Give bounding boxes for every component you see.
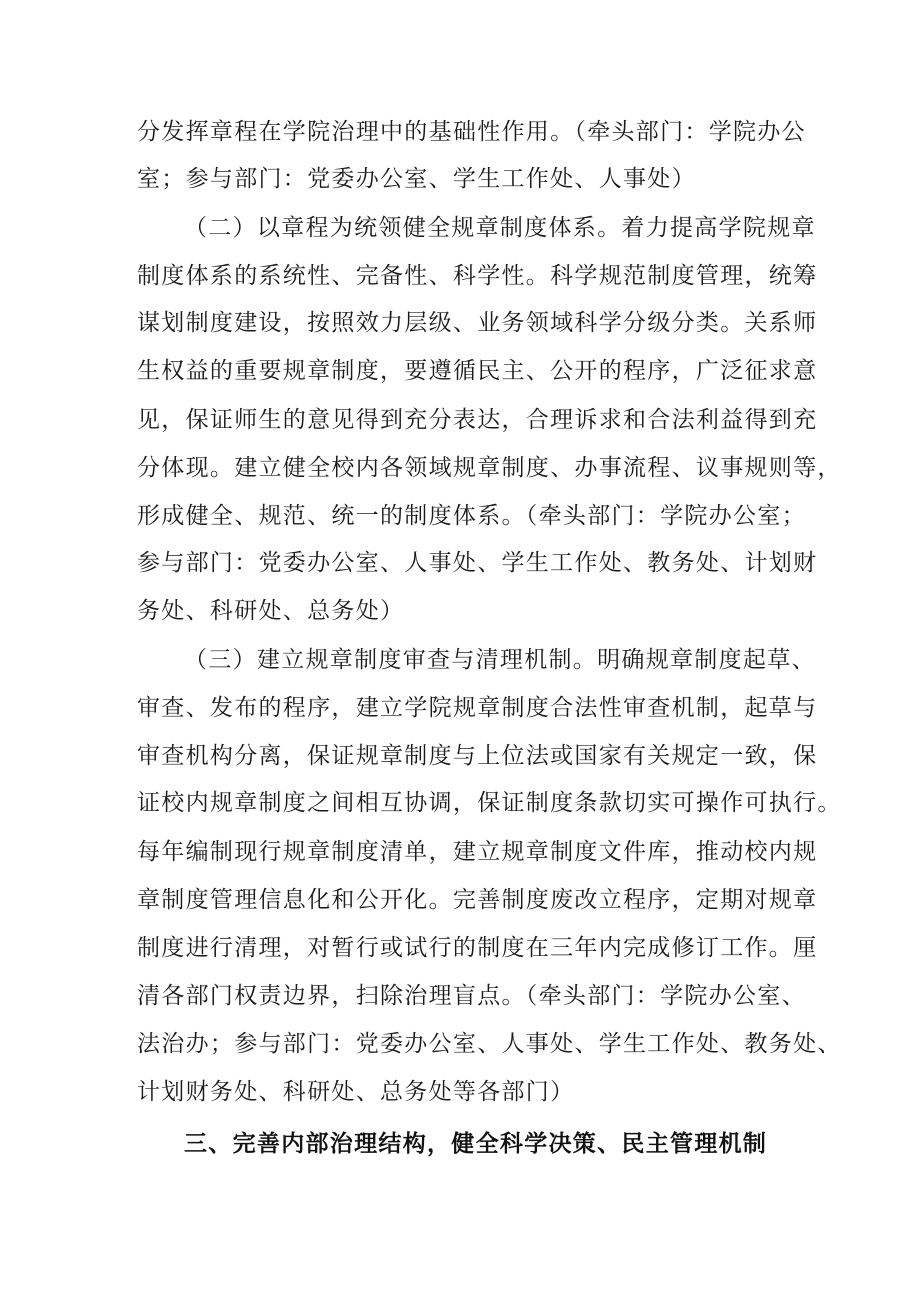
- paragraph-2-line-4: 生权益的重要规章制度，要遵循民主、公开的程序，广泛征求意: [137, 358, 818, 384]
- paragraph-2-line-5: 见，保证师生的意见得到充分表达，合理诉求和合法利益得到充: [137, 407, 818, 433]
- paragraph-1-line-2: 室；参与部门：党委办公室、学生工作处、人事处）: [137, 166, 696, 192]
- paragraph-3-line-5: 每年编制现行规章制度清单，建立规章制度文件库，推动校内规: [137, 839, 818, 865]
- paragraph-3-line-3: 审查机构分离，保证规章制度与上位法或国家有关规定一致，保: [137, 743, 818, 769]
- paragraph-2-line-9: 务处、科研处、总务处）: [137, 598, 405, 624]
- paragraph-2-line-8: 参与部门：党委办公室、人事处、学生工作处、教务处、计划财: [137, 550, 818, 576]
- paragraph-3-line-8: 清各部门权责边界，扫除治理盲点。（牵头部门：学院办公室、: [137, 983, 806, 1009]
- paragraph-3-line-1: （三）建立规章制度审查与清理机制。明确规章制度起草、: [184, 647, 816, 673]
- paragraph-3-line-9: 法治办；参与部门：党委办公室、人事处、学生工作处、教务处、: [137, 1031, 842, 1057]
- paragraph-3-line-7: 制度进行清理，对暂行或试行的制度在三年内完成修订工作。厘: [137, 935, 818, 961]
- paragraph-2-line-3: 谋划制度建设，按照效力层级、业务领域科学分级分类。关系师: [137, 310, 818, 336]
- paragraph-2-line-7: 形成健全、规范、统一的制度体系。（牵头部门：学院办公室；: [137, 503, 806, 529]
- paragraph-2-line-1: （二）以章程为统领健全规章制度体系。着力提高学院规章: [184, 215, 816, 241]
- section-heading: 三、完善内部治理结构，健全科学决策、民主管理机制: [184, 1131, 768, 1157]
- paragraph-3-line-4: 证校内规章制度之间相互协调，保证制度条款切实可操作可执行。: [137, 790, 842, 816]
- paragraph-2-line-6: 分体现。建立健全校内各领域规章制度、办事流程、议事规则等，: [137, 455, 842, 481]
- paragraph-1-line-1: 分发挥章程在学院治理中的基础性作用。（牵头部门：学院办公: [137, 119, 806, 145]
- paragraph-3-line-2: 审查、发布的程序，建立学院规章制度合法性审查机制，起草与: [137, 695, 818, 721]
- paragraph-3-line-10: 计划财务处、科研处、总务处等各部门）: [137, 1079, 575, 1105]
- paragraph-3-line-6: 章制度管理信息化和公开化。完善制度废改立程序，定期对规章: [137, 887, 818, 913]
- paragraph-2-line-2: 制度体系的系统性、完备性、科学性。科学规范制度管理，统筹: [137, 263, 818, 289]
